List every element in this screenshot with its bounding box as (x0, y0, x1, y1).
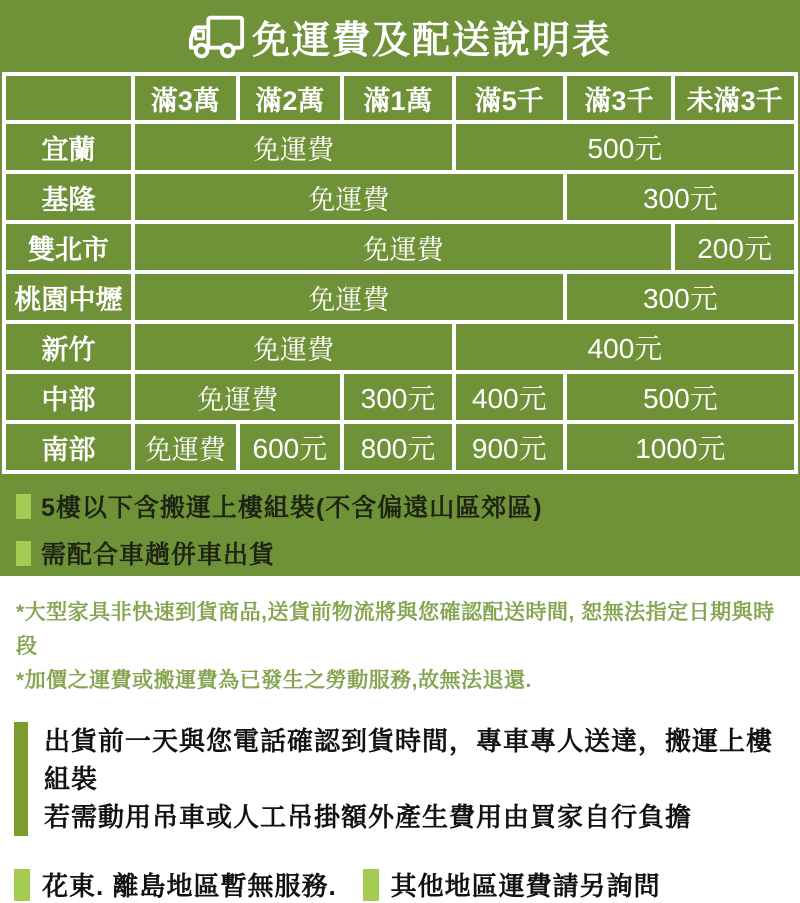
footer-note (363, 866, 661, 903)
delivery-note-lines (44, 722, 790, 836)
delivery-note-line: 出貨前一天與您電話確認到貨時間，專車專人送達，搬運上樓組裝 (44, 726, 774, 794)
bullet-square-icon (14, 869, 30, 901)
fee-cell: 200元 (673, 222, 796, 272)
region-label: 桃園中壢 (4, 272, 133, 322)
fee-cell: 800元 (342, 422, 454, 472)
column-header: 滿3萬 (133, 74, 238, 122)
table-row (4, 422, 796, 472)
fee-cell: 1000元 (565, 422, 796, 472)
table-header-row (4, 74, 796, 122)
free-shipping-cell: 免運費 (133, 372, 342, 422)
column-header: 滿3千 (565, 74, 674, 122)
footer-note-text: 花東. 離島地區暫無服務. (42, 871, 337, 901)
fee-cell: 400元 (454, 322, 796, 372)
footer-note-text: 其他地區運費請另詢問 (390, 871, 661, 901)
table-row (4, 322, 796, 372)
note-text: 5樓以下含搬運上樓組裝(不含偏遠山區郊區) (41, 494, 543, 522)
bullet-square-icon (363, 869, 379, 901)
note-text: 需配合車趟併車出貨 (41, 541, 276, 569)
shipping-fee-table (2, 72, 798, 474)
free-shipping-cell: 免運費 (133, 322, 454, 372)
region-label: 新竹 (4, 322, 133, 372)
note-item (16, 535, 800, 571)
column-header: 滿1萬 (342, 74, 454, 122)
free-shipping-cell: 免運費 (133, 222, 673, 272)
fee-cell: 300元 (565, 272, 796, 322)
delivery-note (14, 722, 790, 836)
fee-cell: 500元 (565, 372, 796, 422)
free-shipping-cell: 免運費 (133, 422, 238, 472)
page-title: 免運費及配送說明表 (251, 19, 612, 62)
column-header: 滿5千 (454, 74, 565, 122)
column-header: 滿2萬 (238, 74, 343, 122)
fee-cell: 500元 (454, 122, 796, 172)
note-item (16, 488, 800, 524)
free-shipping-cell: 免運費 (133, 172, 565, 222)
disclaimers (0, 576, 800, 698)
free-shipping-cell: 免運費 (133, 122, 454, 172)
table-row (4, 222, 796, 272)
vertical-bar-icon (14, 722, 28, 836)
fee-cell: 900元 (454, 422, 565, 472)
truck-icon (188, 14, 246, 60)
fee-cell: 400元 (454, 372, 565, 422)
disclaimer-line: *加價之運費或搬運費為已發生之勞動服務,故無法退還. (16, 669, 532, 692)
bullet-square-icon (16, 541, 31, 566)
table-row (4, 372, 796, 422)
region-label: 雙北市 (4, 222, 133, 272)
bullet-square-icon (16, 494, 31, 519)
fee-cell: 300元 (565, 172, 796, 222)
fee-cell: 600元 (238, 422, 343, 472)
region-label: 中部 (4, 372, 133, 422)
table-row (4, 122, 796, 172)
table-row (4, 272, 796, 322)
green-notes (0, 474, 800, 571)
region-label: 南部 (4, 422, 133, 472)
region-label: 基隆 (4, 172, 133, 222)
disclaimer-line: *大型家具非快速到貨商品,送貨前物流將與您確認配送時間, 恕無法指定日期與時段 (16, 601, 775, 658)
footer-notes (14, 866, 790, 903)
header (0, 0, 800, 72)
column-header-empty (4, 74, 133, 122)
delivery-note-line: 若需動用吊車或人工吊掛額外產生費用由買家自行負擔 (44, 802, 693, 832)
column-header: 未滿3千 (673, 74, 796, 122)
footer-note (14, 866, 337, 903)
region-label: 宜蘭 (4, 122, 133, 172)
fee-cell: 300元 (342, 372, 454, 422)
table-row (4, 172, 796, 222)
free-shipping-cell: 免運費 (133, 272, 565, 322)
